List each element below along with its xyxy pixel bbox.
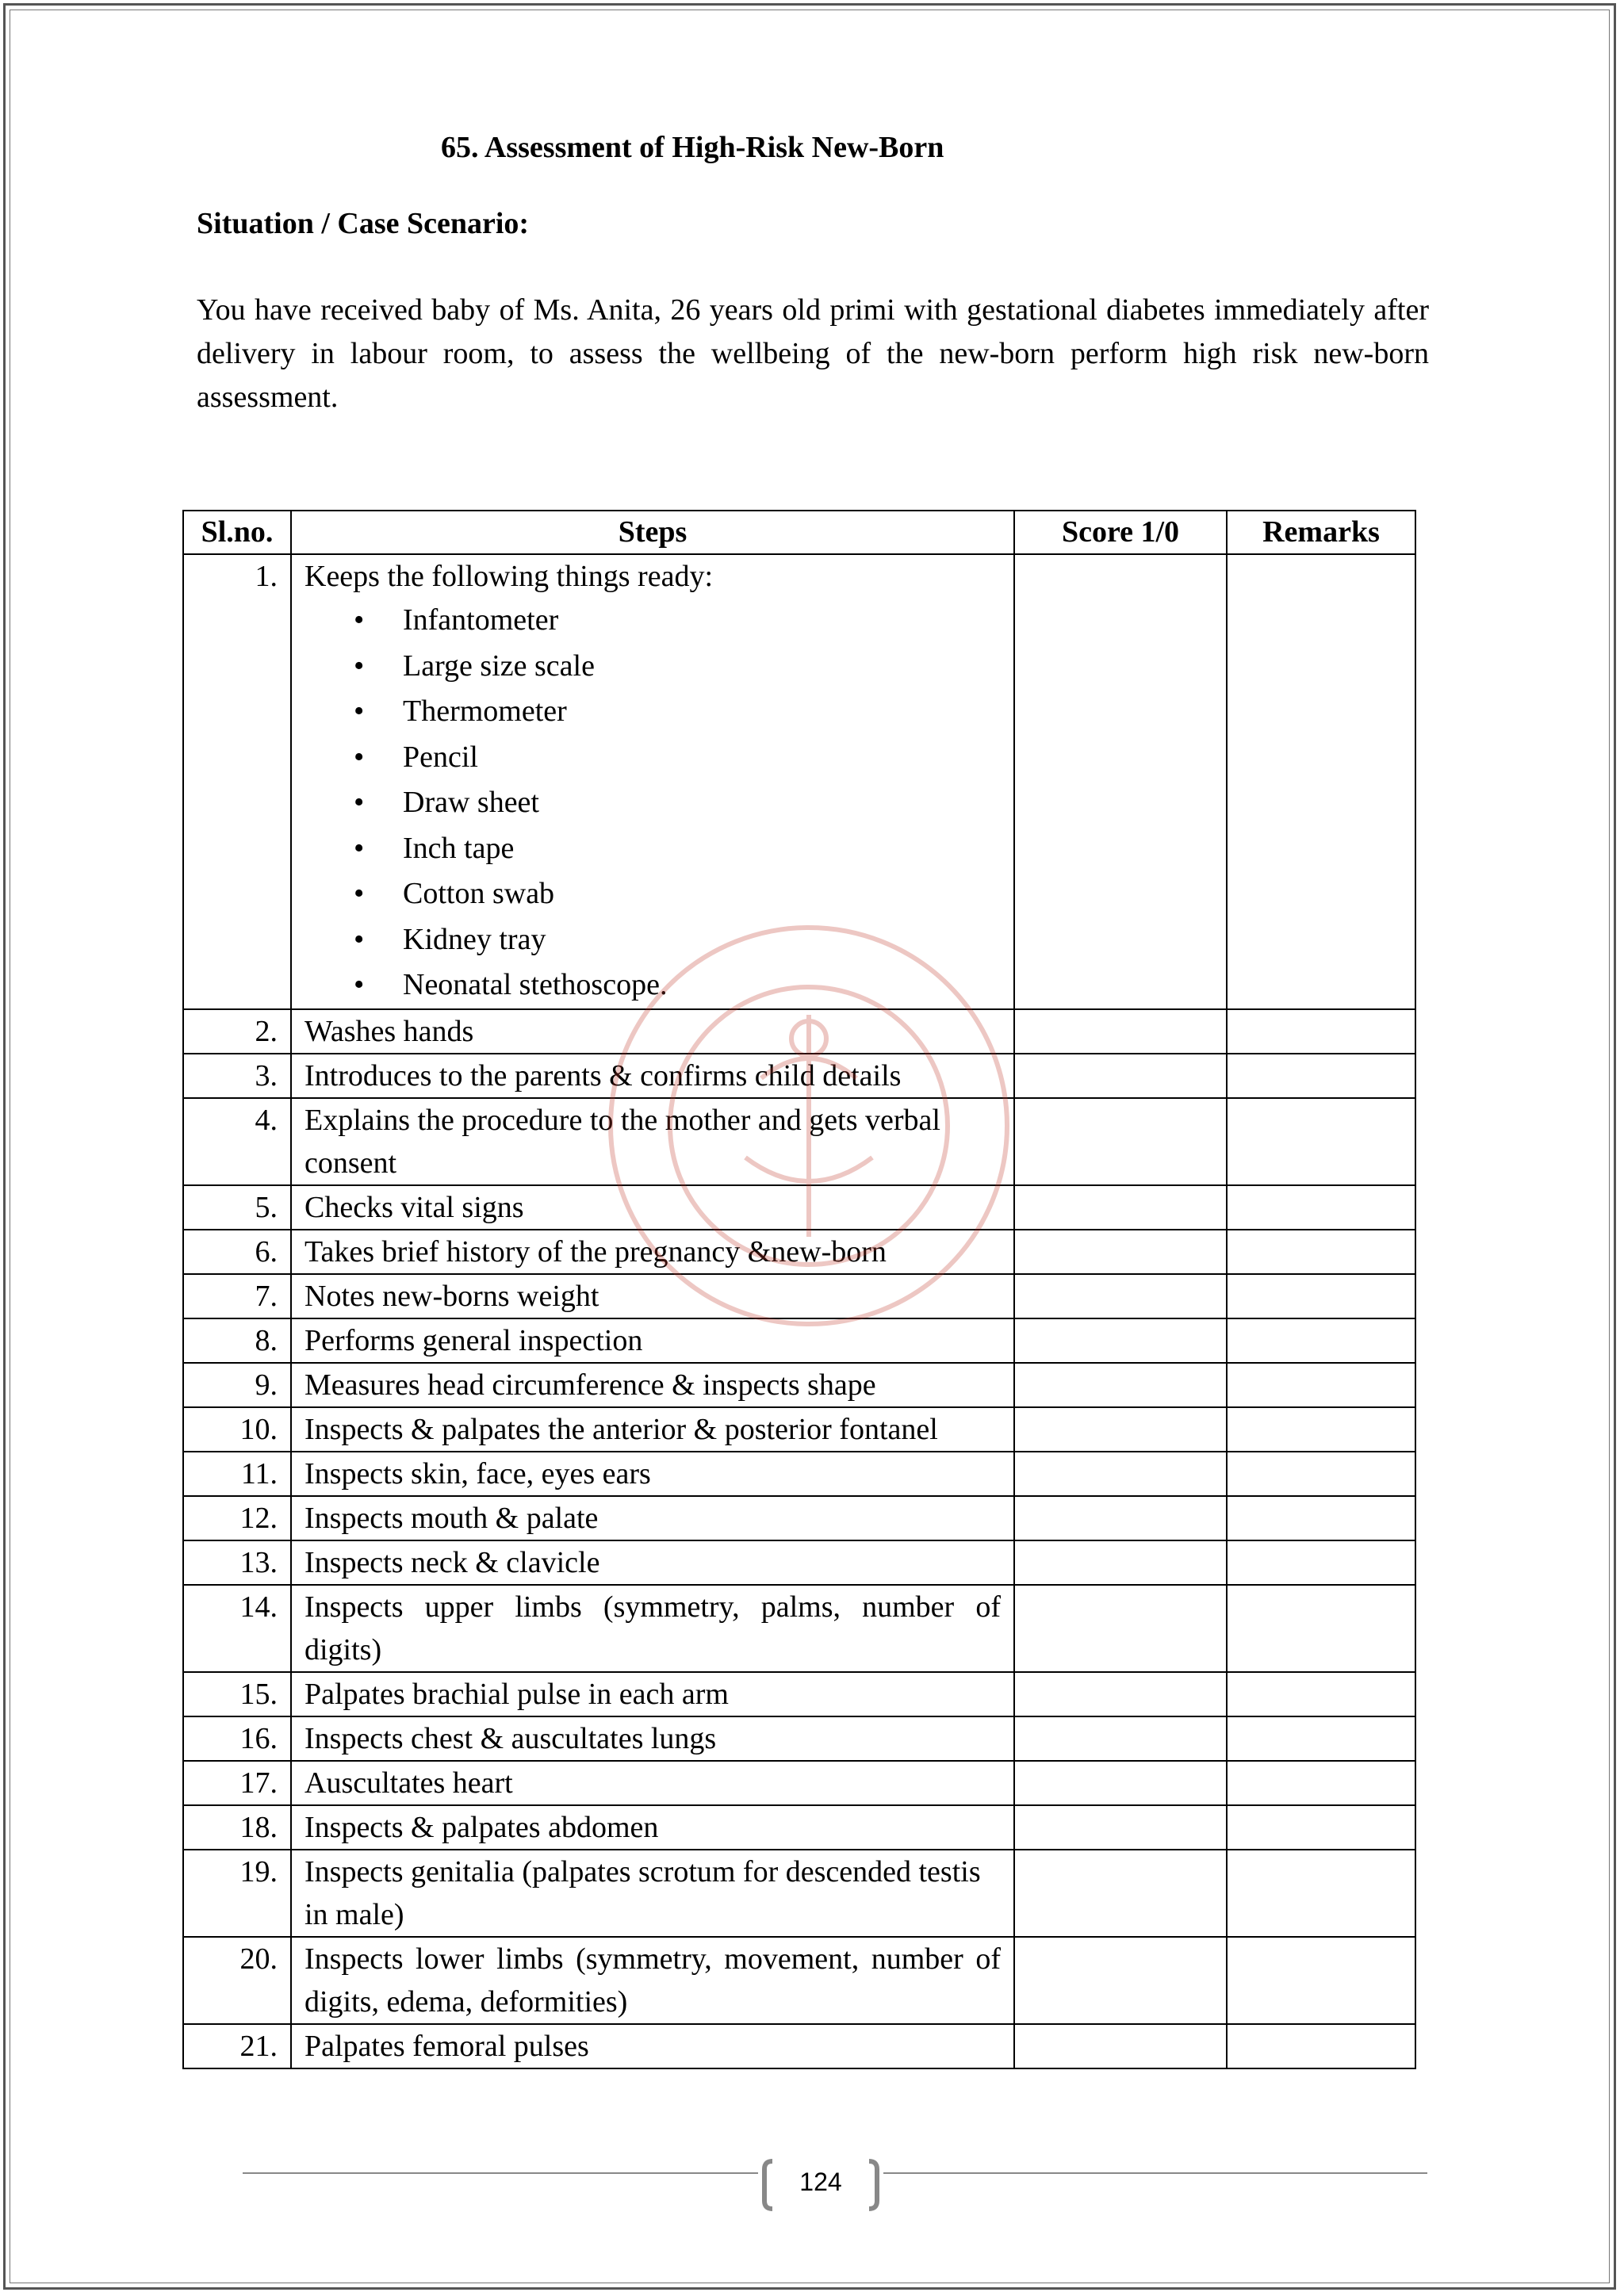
row-number: 14. [183, 1585, 291, 1672]
list-item: • Pencil [304, 735, 1001, 781]
remarks-cell [1227, 1452, 1415, 1496]
remarks-cell [1227, 1496, 1415, 1540]
remarks-cell [1227, 2024, 1415, 2068]
row-number: 10. [183, 1407, 291, 1452]
row-number: 7. [183, 1274, 291, 1318]
table-row [183, 1585, 1415, 1672]
table-row [183, 1098, 1415, 1185]
row-number: 5. [183, 1185, 291, 1230]
row-step: Inspects & palpates abdomen [291, 1805, 1014, 1850]
list-item: • Large size scale [304, 644, 1001, 690]
table-row [183, 1363, 1415, 1407]
situation-heading: Situation / Case Scenario: [197, 207, 530, 240]
footer-rule-left [243, 2172, 758, 2174]
header-steps: Steps [291, 511, 1014, 554]
row-step: Palpates femoral pulses [291, 2024, 1014, 2068]
row-step-text: Keeps the following things ready: [304, 560, 714, 593]
row-step: Checks vital signs [291, 1185, 1014, 1230]
row-step [291, 554, 1014, 1009]
row-number: 13. [183, 1540, 291, 1585]
row-number: 15. [183, 1672, 291, 1716]
remarks-cell [1227, 1230, 1415, 1274]
remarks-cell [1227, 1363, 1415, 1407]
row-number: 21. [183, 2024, 291, 2068]
row-number: 2. [183, 1009, 291, 1054]
score-cell [1014, 1274, 1227, 1318]
list-item: • Draw sheet [304, 780, 1001, 826]
row-step: Inspects chest & auscultates lungs [291, 1716, 1014, 1761]
row-number: 8. [183, 1318, 291, 1363]
table-row [183, 1407, 1415, 1452]
items-list [304, 598, 1001, 1008]
remarks-cell [1227, 1318, 1415, 1363]
row-number: 9. [183, 1363, 291, 1407]
list-item: • Inch tape [304, 826, 1001, 872]
row-number: 16. [183, 1716, 291, 1761]
table-row [183, 1716, 1415, 1761]
table-row [183, 1054, 1415, 1098]
score-cell [1014, 1716, 1227, 1761]
remarks-cell [1227, 1274, 1415, 1318]
row-step: Performs general inspection [291, 1318, 1014, 1363]
score-cell [1014, 1540, 1227, 1585]
row-number: 20. [183, 1937, 291, 2024]
row-step: Inspects skin, face, eyes ears [291, 1452, 1014, 1496]
row-step: Auscultates heart [291, 1761, 1014, 1805]
remarks-cell [1227, 554, 1415, 1009]
score-cell [1014, 1009, 1227, 1054]
score-cell [1014, 1761, 1227, 1805]
page-number: 124 [799, 2168, 842, 2196]
list-item: • Kidney tray [304, 917, 1001, 963]
score-cell [1014, 1407, 1227, 1452]
score-cell [1014, 1452, 1227, 1496]
remarks-cell [1227, 1850, 1415, 1937]
score-cell [1014, 1098, 1227, 1185]
table-row [183, 1672, 1415, 1716]
score-cell [1014, 1363, 1227, 1407]
list-item: • Infantometer [304, 598, 1001, 644]
score-cell [1014, 554, 1227, 1009]
row-step: Inspects lower limbs (symmetry, movement, number of digits, edema, deformities) [291, 1937, 1014, 2024]
row-number: 19. [183, 1850, 291, 1937]
table-row [183, 1761, 1415, 1805]
remarks-cell [1227, 1407, 1415, 1452]
row-step: Introduces to the parents & confirms child details [291, 1054, 1014, 1098]
table-row [183, 1850, 1415, 1937]
table-body [183, 554, 1415, 2068]
list-item: • Cotton swab [304, 871, 1001, 917]
row-number: 1. [183, 554, 291, 1009]
table-row [183, 1496, 1415, 1540]
table-row [183, 1805, 1415, 1850]
score-cell [1014, 1318, 1227, 1363]
row-step: Explains the procedure to the mother and gets verbal consent [291, 1098, 1014, 1185]
row-step: Inspects mouth & palate [291, 1496, 1014, 1540]
remarks-cell [1227, 1054, 1415, 1098]
row-number: 6. [183, 1230, 291, 1274]
score-cell [1014, 2024, 1227, 2068]
table-row [183, 1230, 1415, 1274]
table-row [183, 1937, 1415, 2024]
row-step: Inspects & palpates the anterior & posterior fontanel [291, 1407, 1014, 1452]
score-cell [1014, 1496, 1227, 1540]
assessment-table [182, 510, 1416, 2069]
remarks-cell [1227, 1672, 1415, 1716]
header-slno: Sl.no. [183, 511, 291, 554]
remarks-cell [1227, 1585, 1415, 1672]
score-cell [1014, 1054, 1227, 1098]
score-cell [1014, 1805, 1227, 1850]
row-number: 3. [183, 1054, 291, 1098]
score-cell [1014, 1185, 1227, 1230]
header-remarks: Remarks [1227, 511, 1415, 554]
remarks-cell [1227, 1098, 1415, 1185]
remarks-cell [1227, 1805, 1415, 1850]
row-number: 11. [183, 1452, 291, 1496]
table-row [183, 1540, 1415, 1585]
footer-rule-right [883, 2172, 1427, 2174]
score-cell [1014, 1585, 1227, 1672]
row-step: Inspects genitalia (palpates scrotum for descended testis in male) [291, 1850, 1014, 1937]
page-number-box [761, 2158, 880, 2212]
table-row [183, 1274, 1415, 1318]
table-row [183, 1452, 1415, 1496]
row-step: Notes new-borns weight [291, 1274, 1014, 1318]
score-cell [1014, 1850, 1227, 1937]
table-header-row [183, 511, 1415, 554]
page-title: 65. Assessment of High-Risk New-Born [441, 131, 944, 164]
row-number: 12. [183, 1496, 291, 1540]
header-score: Score 1/0 [1014, 511, 1227, 554]
row-step: Inspects neck & clavicle [291, 1540, 1014, 1585]
row-step: Palpates brachial pulse in each arm [291, 1672, 1014, 1716]
list-item: • Thermometer [304, 689, 1001, 735]
row-step: Washes hands [291, 1009, 1014, 1054]
table-row [183, 1185, 1415, 1230]
table-row [183, 1318, 1415, 1363]
score-cell [1014, 1672, 1227, 1716]
remarks-cell [1227, 1761, 1415, 1805]
score-cell [1014, 1937, 1227, 2024]
scenario-paragraph: You have received baby of Ms. Anita, 26 years old primi with gestational diabetes immediately after delivery in labour room, to assess the wellbeing of the new-born perform high risk new-born assessment. [197, 293, 1429, 414]
row-step: Inspects upper limbs (symmetry, palms, number of digits) [291, 1585, 1014, 1672]
row-number: 4. [183, 1098, 291, 1185]
table-row [183, 2024, 1415, 2068]
row-step: Measures head circumference & inspects shape [291, 1363, 1014, 1407]
score-cell [1014, 1230, 1227, 1274]
row-number: 17. [183, 1761, 291, 1805]
row-step: Takes brief history of the pregnancy &new-born [291, 1230, 1014, 1274]
remarks-cell [1227, 1009, 1415, 1054]
remarks-cell [1227, 1937, 1415, 2024]
remarks-cell [1227, 1716, 1415, 1761]
list-item: • Neonatal stethoscope. [304, 962, 1001, 1008]
table-row [183, 1009, 1415, 1054]
row-number: 18. [183, 1805, 291, 1850]
table-row [183, 554, 1415, 1009]
remarks-cell [1227, 1540, 1415, 1585]
remarks-cell [1227, 1185, 1415, 1230]
